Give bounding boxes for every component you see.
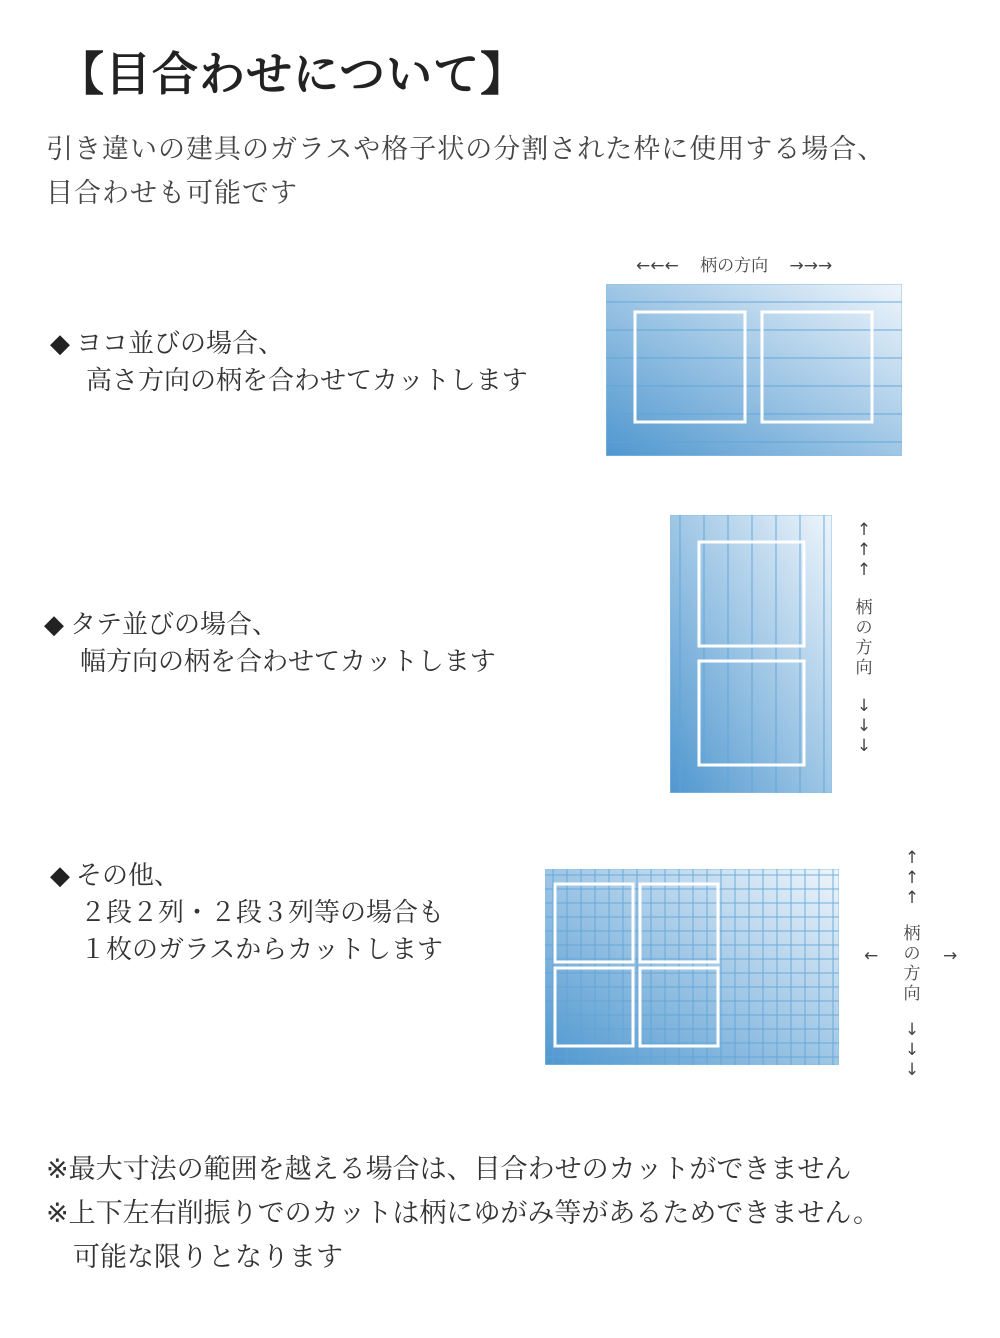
section-grid-line-1: その他、: [76, 861, 181, 891]
down-arrow-icon: ↓: [904, 1040, 920, 1060]
down-arrow-icon: ↓: [856, 696, 872, 716]
direction-char: 柄: [903, 924, 921, 944]
direction-char: 向: [903, 984, 921, 1004]
up-arrow-icon: ↑: [856, 540, 872, 560]
up-arrow-icon: ↑: [904, 848, 920, 868]
direction-char: 方: [855, 638, 873, 658]
section-horizontal-text: [50, 326, 528, 400]
down-arrow-icon: ↓: [856, 716, 872, 736]
section-grid-text: [50, 858, 444, 969]
section-horizontal-line-2: 高さ方向の柄を合わせてカットします: [86, 366, 528, 396]
diamond-bullet-icon: ◆: [50, 861, 70, 891]
section-grid-line-2: ２段２列・２段３列等の場合も: [80, 898, 445, 928]
diamond-bullet-icon: ◆: [50, 329, 70, 359]
section-vertical-line-2: 幅方向の柄を合わせてカットします: [80, 647, 496, 677]
note-line-3: 可能な限りとなります: [46, 1242, 343, 1273]
direction-char: の: [855, 618, 873, 638]
left-arrows-icon: ←←←: [636, 256, 679, 276]
left-arrow-icon: ←: [864, 946, 879, 966]
note-line-1: ※最大寸法の範囲を越える場合は、目合わせのカットができません: [46, 1154, 852, 1185]
direction-char: 向: [855, 658, 873, 678]
note-line-2: ※上下左右削振りでのカットは柄にゆがみ等があるためできません。: [46, 1198, 880, 1229]
up-arrow-icon: ↑: [904, 868, 920, 888]
glass-diagram-horizontal: [606, 284, 902, 456]
right-arrows-icon: →→→: [789, 256, 833, 276]
up-arrow-icon: ↑: [904, 888, 920, 908]
diamond-bullet-icon: ◆: [44, 610, 64, 640]
direction-char: の: [903, 944, 921, 964]
intro-line-2: 目合わせも可能です: [46, 178, 298, 209]
direction-label-vertical-2: [900, 848, 924, 1080]
section-vertical-text: [44, 607, 496, 681]
right-arrow-icon: →: [943, 946, 958, 966]
direction-char: 柄: [855, 598, 873, 618]
section-vertical-line-1: タテ並びの場合、: [70, 610, 279, 640]
intro-text: [46, 128, 885, 216]
direction-label-vertical-1: [852, 520, 876, 756]
intro-line-1: 引き違いの建具のガラスや格子状の分割された枠に使用する場合、: [46, 134, 886, 165]
down-arrow-icon: ↓: [904, 1020, 920, 1040]
direction-label-horizontal: [636, 251, 832, 276]
direction-char: 方: [903, 964, 921, 984]
section-horizontal-line-1: ヨコ並びの場合、: [76, 329, 285, 359]
up-arrow-icon: ↑: [856, 560, 872, 580]
page-title: 【目合わせについて】: [58, 47, 528, 101]
up-arrow-icon: ↑: [856, 520, 872, 540]
down-arrow-icon: ↓: [856, 736, 872, 756]
direction-label-text: 柄の方向: [700, 256, 769, 276]
down-arrow-icon: ↓: [904, 1060, 920, 1080]
glass-diagram-grid: [545, 869, 839, 1065]
glass-diagram-vertical: [670, 515, 832, 793]
section-grid-line-3: １枚のガラスからカットします: [80, 935, 443, 965]
notes: [46, 1148, 880, 1280]
